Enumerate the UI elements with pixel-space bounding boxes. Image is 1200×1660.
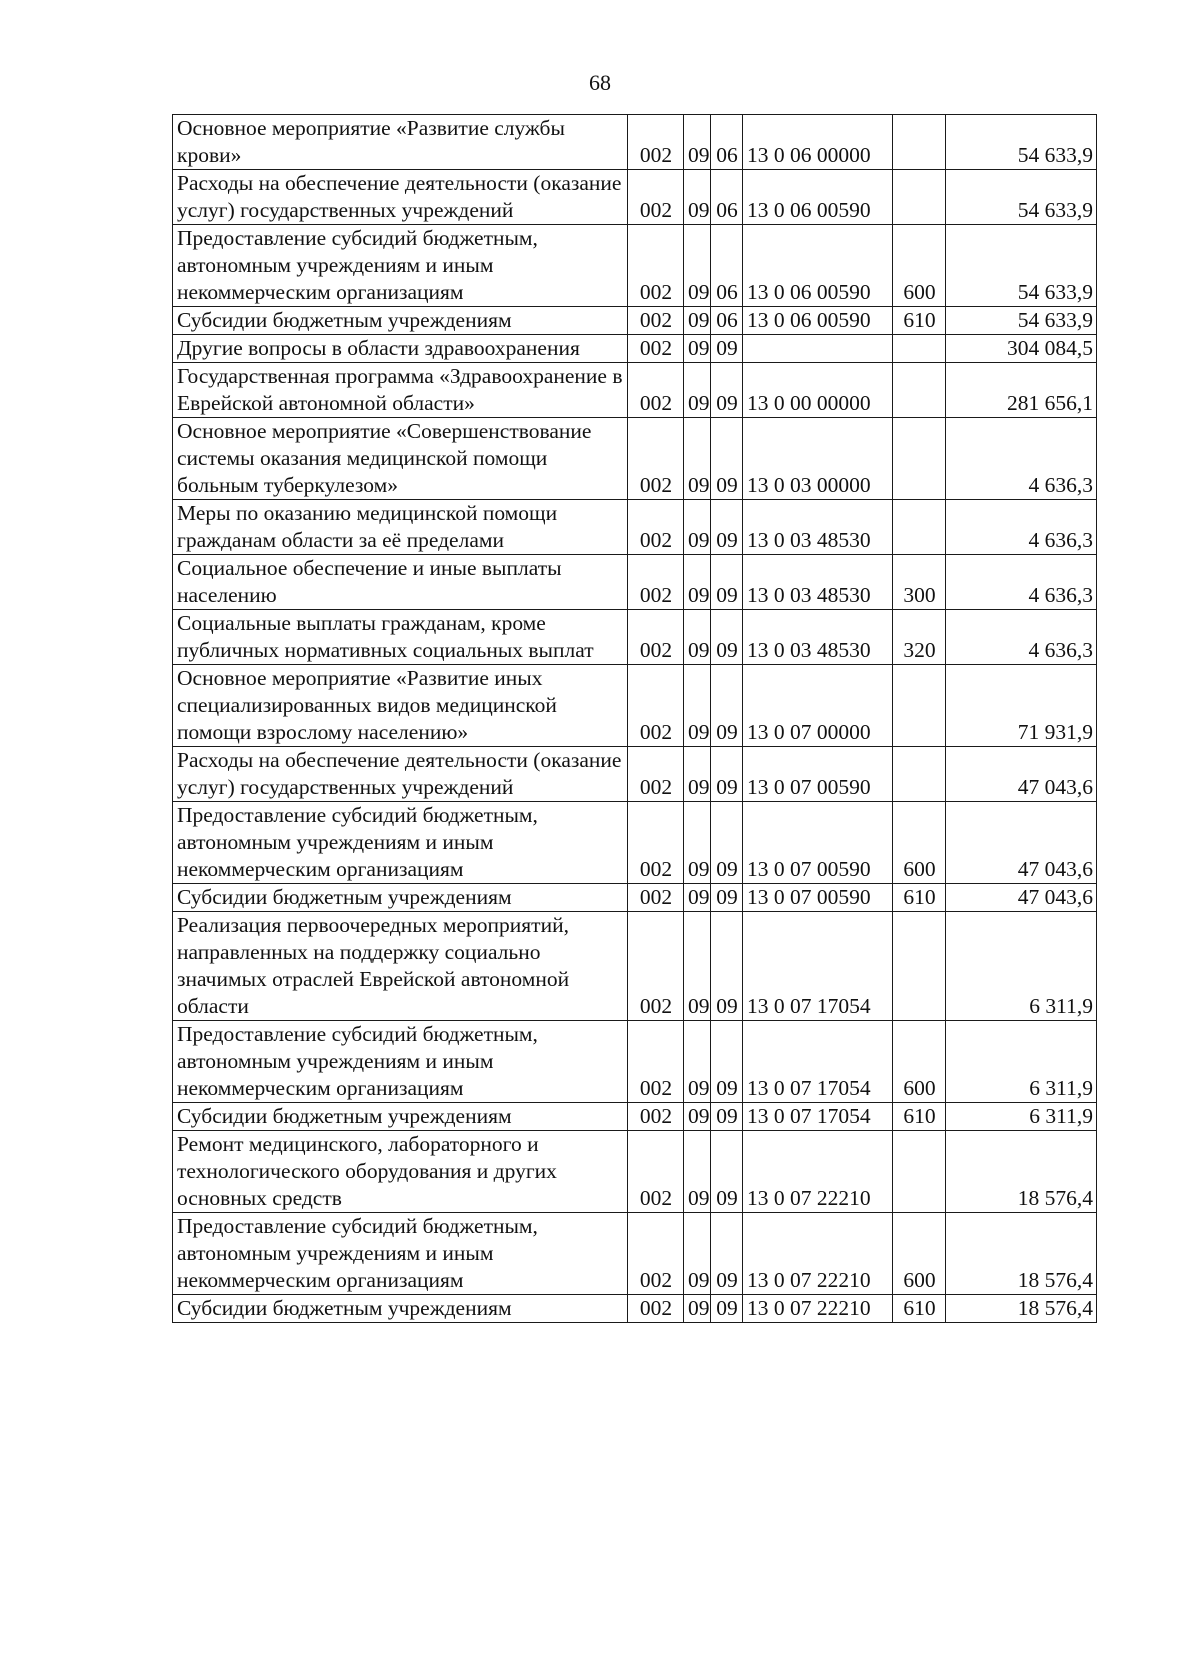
row-name: Государственная программа «Здравоохранение в Еврейской автономной области» — [173, 363, 628, 418]
row-section: 09 — [684, 1131, 711, 1213]
row-section: 09 — [684, 912, 711, 1021]
row-name: Основное мероприятие «Совершенствование системы оказания медицинской помощи больным туберкулезом» — [173, 418, 628, 500]
row-amount: 6 311,9 — [946, 912, 1097, 1021]
row-name: Основное мероприятие «Развитие иных специализированных видов медицинской помощи взрослому населению» — [173, 665, 628, 747]
row-target-article: 13 0 00 00000 — [743, 363, 893, 418]
row-section: 09 — [684, 500, 711, 555]
row-subsection: 09 — [711, 1131, 743, 1213]
row-name: Предоставление субсидий бюджетным, автономным учреждениям и иным некоммерческим организациям — [173, 1213, 628, 1295]
row-amount: 18 576,4 — [946, 1131, 1097, 1213]
row-name: Предоставление субсидий бюджетным, автономным учреждениям и иным некоммерческим организациям — [173, 802, 628, 884]
row-target-article: 13 0 07 00000 — [743, 665, 893, 747]
row-name: Реализация первоочередных мероприятий, направленных на поддержку социально значимых отраслей Еврейской автономной области — [173, 912, 628, 1021]
row-name: Субсидии бюджетным учреждениям — [173, 1295, 628, 1323]
row-ministry-code: 002 — [628, 665, 684, 747]
row-ministry-code: 002 — [628, 307, 684, 335]
row-target-article: 13 0 03 48530 — [743, 500, 893, 555]
row-section: 09 — [684, 170, 711, 225]
row-ministry-code: 002 — [628, 115, 684, 170]
row-amount: 4 636,3 — [946, 418, 1097, 500]
row-ministry-code: 002 — [628, 610, 684, 665]
row-expense-type: 600 — [893, 1021, 946, 1103]
table-row — [173, 335, 1097, 363]
row-amount: 47 043,6 — [946, 747, 1097, 802]
row-amount: 47 043,6 — [946, 884, 1097, 912]
row-target-article: 13 0 07 17054 — [743, 1103, 893, 1131]
table-row — [173, 1131, 1097, 1213]
row-name: Расходы на обеспечение деятельности (оказание услуг) государственных учреждений — [173, 170, 628, 225]
row-expense-type: 600 — [893, 225, 946, 307]
row-section: 09 — [684, 610, 711, 665]
table-row — [173, 747, 1097, 802]
row-expense-type — [893, 665, 946, 747]
table-row — [173, 170, 1097, 225]
table-row — [173, 610, 1097, 665]
row-section: 09 — [684, 307, 711, 335]
row-target-article: 13 0 07 00590 — [743, 884, 893, 912]
row-ministry-code: 002 — [628, 418, 684, 500]
row-name: Социальное обеспечение и иные выплаты населению — [173, 555, 628, 610]
row-target-article: 13 0 03 48530 — [743, 555, 893, 610]
row-subsection: 09 — [711, 665, 743, 747]
row-subsection: 09 — [711, 363, 743, 418]
row-name: Субсидии бюджетным учреждениям — [173, 884, 628, 912]
row-expense-type: 600 — [893, 1213, 946, 1295]
row-target-article: 13 0 06 00590 — [743, 307, 893, 335]
row-section: 09 — [684, 363, 711, 418]
row-subsection: 09 — [711, 335, 743, 363]
row-target-article: 13 0 06 00590 — [743, 170, 893, 225]
row-target-article: 13 0 03 00000 — [743, 418, 893, 500]
row-ministry-code: 002 — [628, 225, 684, 307]
row-ministry-code: 002 — [628, 363, 684, 418]
row-name: Социальные выплаты гражданам, кроме публичных нормативных социальных выплат — [173, 610, 628, 665]
row-expense-type — [893, 418, 946, 500]
row-section: 09 — [684, 1021, 711, 1103]
row-section: 09 — [684, 884, 711, 912]
row-amount: 18 576,4 — [946, 1213, 1097, 1295]
row-subsection: 06 — [711, 170, 743, 225]
table-row — [173, 1021, 1097, 1103]
row-expense-type: 600 — [893, 802, 946, 884]
row-subsection: 06 — [711, 307, 743, 335]
row-ministry-code: 002 — [628, 884, 684, 912]
row-ministry-code: 002 — [628, 500, 684, 555]
table-row — [173, 307, 1097, 335]
row-section: 09 — [684, 1103, 711, 1131]
row-amount: 6 311,9 — [946, 1021, 1097, 1103]
row-subsection: 09 — [711, 500, 743, 555]
row-expense-type: 610 — [893, 884, 946, 912]
row-amount: 6 311,9 — [946, 1103, 1097, 1131]
row-expense-type — [893, 115, 946, 170]
row-target-article — [743, 335, 893, 363]
row-target-article: 13 0 07 17054 — [743, 912, 893, 1021]
row-expense-type — [893, 1131, 946, 1213]
row-name: Расходы на обеспечение деятельности (оказание услуг) государственных учреждений — [173, 747, 628, 802]
row-amount: 281 656,1 — [946, 363, 1097, 418]
row-subsection: 09 — [711, 802, 743, 884]
row-target-article: 13 0 07 22210 — [743, 1131, 893, 1213]
row-ministry-code: 002 — [628, 1131, 684, 1213]
row-expense-type — [893, 363, 946, 418]
row-subsection: 09 — [711, 610, 743, 665]
row-target-article: 13 0 07 00590 — [743, 802, 893, 884]
row-name: Предоставление субсидий бюджетным, автономным учреждениям и иным некоммерческим организациям — [173, 1021, 628, 1103]
table-row — [173, 115, 1097, 170]
budget-table-body — [173, 115, 1097, 1323]
row-ministry-code: 002 — [628, 1021, 684, 1103]
row-ministry-code: 002 — [628, 1213, 684, 1295]
row-expense-type: 610 — [893, 1103, 946, 1131]
row-expense-type — [893, 170, 946, 225]
table-row — [173, 1213, 1097, 1295]
row-amount: 54 633,9 — [946, 115, 1097, 170]
row-target-article: 13 0 07 22210 — [743, 1295, 893, 1323]
row-subsection: 06 — [711, 115, 743, 170]
row-ministry-code: 002 — [628, 802, 684, 884]
row-subsection: 09 — [711, 1295, 743, 1323]
row-expense-type: 300 — [893, 555, 946, 610]
row-ministry-code: 002 — [628, 170, 684, 225]
row-amount: 47 043,6 — [946, 802, 1097, 884]
row-amount: 54 633,9 — [946, 225, 1097, 307]
row-amount: 18 576,4 — [946, 1295, 1097, 1323]
row-section: 09 — [684, 802, 711, 884]
row-section: 09 — [684, 335, 711, 363]
row-name: Предоставление субсидий бюджетным, автономным учреждениям и иным некоммерческим организациям — [173, 225, 628, 307]
row-target-article: 13 0 06 00590 — [743, 225, 893, 307]
page-number: 68 — [589, 70, 611, 95]
row-amount: 304 084,5 — [946, 335, 1097, 363]
row-name: Субсидии бюджетным учреждениям — [173, 307, 628, 335]
table-row — [173, 225, 1097, 307]
row-amount: 4 636,3 — [946, 500, 1097, 555]
table-row — [173, 1103, 1097, 1131]
row-amount: 54 633,9 — [946, 170, 1097, 225]
row-name: Ремонт медицинского, лабораторного и технологического оборудования и других основных средств — [173, 1131, 628, 1213]
row-expense-type: 610 — [893, 1295, 946, 1323]
table-row — [173, 418, 1097, 500]
row-section: 09 — [684, 1213, 711, 1295]
row-section: 09 — [684, 665, 711, 747]
row-expense-type — [893, 912, 946, 1021]
row-section: 09 — [684, 418, 711, 500]
row-amount: 4 636,3 — [946, 610, 1097, 665]
row-name: Другие вопросы в области здравоохранения — [173, 335, 628, 363]
row-section: 09 — [684, 747, 711, 802]
row-section: 09 — [684, 1295, 711, 1323]
row-name: Основное мероприятие «Развитие службы крови» — [173, 115, 628, 170]
row-target-article: 13 0 07 17054 — [743, 1021, 893, 1103]
row-expense-type — [893, 747, 946, 802]
row-section: 09 — [684, 555, 711, 610]
row-name: Меры по оказанию медицинской помощи гражданам области за её пределами — [173, 500, 628, 555]
row-subsection: 09 — [711, 747, 743, 802]
row-ministry-code: 002 — [628, 555, 684, 610]
row-subsection: 09 — [711, 555, 743, 610]
row-subsection: 06 — [711, 225, 743, 307]
row-ministry-code: 002 — [628, 747, 684, 802]
table-row — [173, 363, 1097, 418]
row-expense-type: 610 — [893, 307, 946, 335]
row-amount: 54 633,9 — [946, 307, 1097, 335]
table-row — [173, 500, 1097, 555]
row-target-article: 13 0 03 48530 — [743, 610, 893, 665]
row-section: 09 — [684, 115, 711, 170]
row-section: 09 — [684, 225, 711, 307]
row-target-article: 13 0 07 22210 — [743, 1213, 893, 1295]
row-subsection: 09 — [711, 1213, 743, 1295]
row-ministry-code: 002 — [628, 912, 684, 1021]
row-subsection: 09 — [711, 912, 743, 1021]
row-amount: 4 636,3 — [946, 555, 1097, 610]
row-target-article: 13 0 06 00000 — [743, 115, 893, 170]
row-expense-type — [893, 335, 946, 363]
row-subsection: 09 — [711, 1021, 743, 1103]
table-row — [173, 912, 1097, 1021]
row-ministry-code: 002 — [628, 335, 684, 363]
row-subsection: 09 — [711, 1103, 743, 1131]
row-ministry-code: 002 — [628, 1103, 684, 1131]
table-row — [173, 555, 1097, 610]
row-subsection: 09 — [711, 884, 743, 912]
row-expense-type: 320 — [893, 610, 946, 665]
row-target-article: 13 0 07 00590 — [743, 747, 893, 802]
table-row — [173, 1295, 1097, 1323]
row-amount: 71 931,9 — [946, 665, 1097, 747]
row-ministry-code: 002 — [628, 1295, 684, 1323]
row-subsection: 09 — [711, 418, 743, 500]
table-row — [173, 884, 1097, 912]
table-row — [173, 665, 1097, 747]
row-expense-type — [893, 500, 946, 555]
budget-table — [172, 114, 1097, 1323]
row-name: Субсидии бюджетным учреждениям — [173, 1103, 628, 1131]
table-row — [173, 802, 1097, 884]
